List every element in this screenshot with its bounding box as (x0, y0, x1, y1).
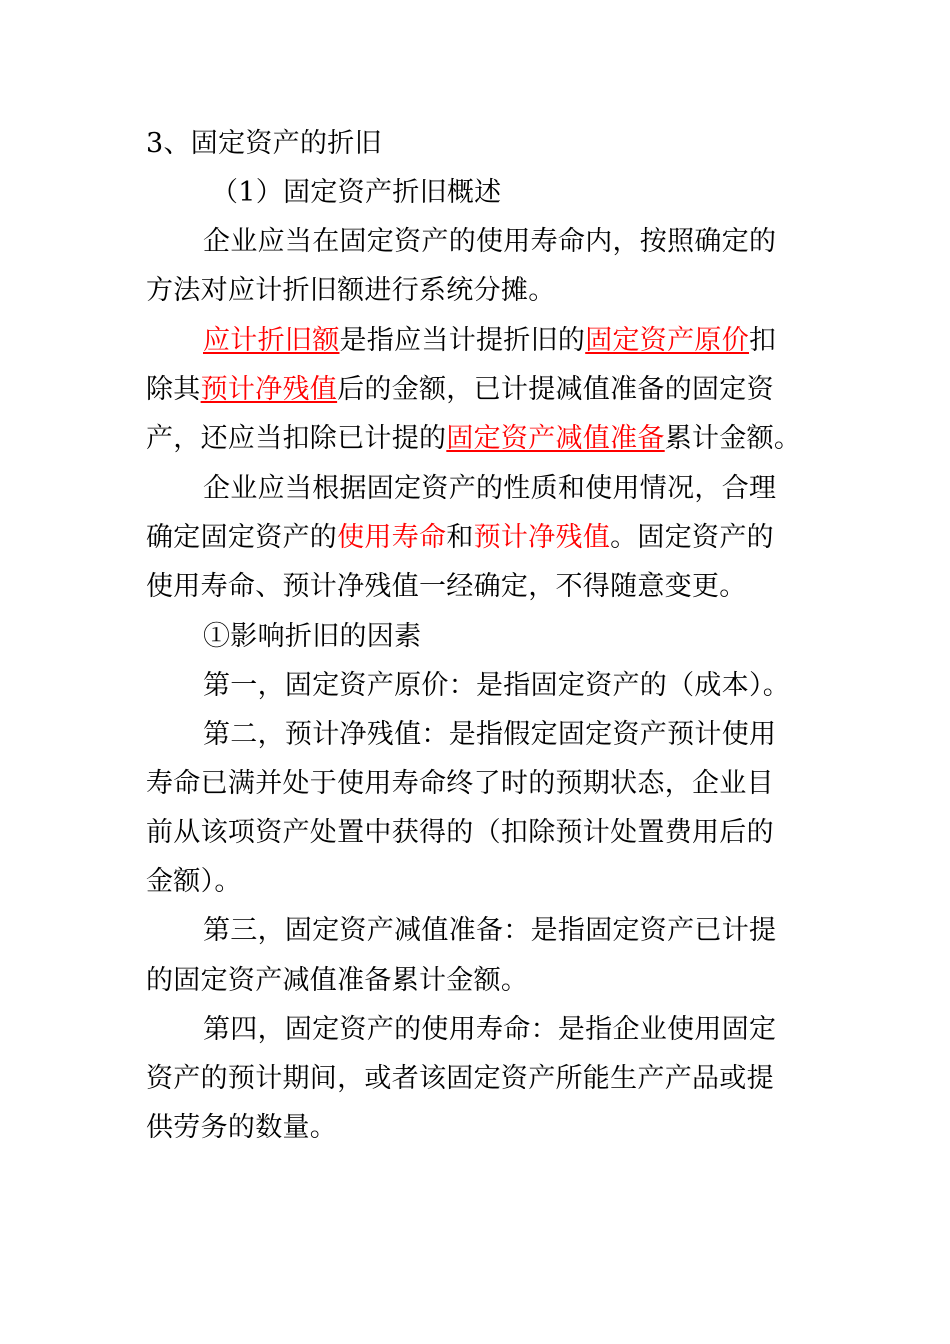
paragraph-text: 累计金额。 (664, 423, 802, 454)
paragraph-text: 。固定资产的 (610, 522, 774, 553)
factor-line: 资产的预计期间，或者该固定资产所能生产产品或提 (146, 1063, 774, 1094)
paragraph-line: 企业应当根据固定资产的性质和使用情况，合理 (203, 473, 777, 504)
paragraph-text: 扣 (749, 325, 777, 356)
factor-line: 供劳务的数量。 (146, 1112, 338, 1143)
subsection-heading: （1）固定资产折旧概述 (211, 177, 502, 208)
factor-line: 第一，固定资产原价：是指固定资产的（成本）。 (203, 670, 791, 701)
factors-heading: ①影响折旧的因素 (203, 621, 422, 652)
paragraph-line (146, 366, 774, 414)
paragraph-text: 是指应当计提折旧的 (339, 325, 586, 356)
paragraph-text: 产，还应当扣除已计提的 (146, 423, 447, 454)
term-net-residual-value-2: 预计净残值 (473, 522, 611, 553)
term-impairment-provision: 固定资产减值准备 (446, 423, 665, 454)
factor-line: 金额）。 (146, 866, 242, 897)
term-net-residual-value: 预计净残值 (200, 374, 338, 405)
factor-line: 寿命已满并处于使用寿命终了时的预期状态，企业目 (146, 768, 774, 799)
term-useful-life: 使用寿命 (337, 522, 447, 553)
paragraph-text: 后的金额，已计提减值准备的固定资 (337, 374, 774, 405)
paragraph-text: 和 (446, 522, 474, 553)
paragraph-line: 使用寿命、预计净残值一经确定，不得随意变更。 (146, 571, 747, 602)
factor-line: 前从该项资产处置中获得的（扣除预计处置费用后的 (146, 817, 774, 848)
paragraph-line (203, 317, 776, 365)
paragraph-line: 企业应当在固定资产的使用寿命内，按照确定的 (203, 226, 777, 257)
factor-line: 第二，预计净残值：是指假定固定资产预计使用 (203, 719, 777, 750)
section-heading: 3、固定资产的折旧 (146, 128, 382, 159)
paragraph-text: 确定固定资产的 (146, 522, 338, 553)
term-original-cost: 固定资产原价 (585, 325, 750, 356)
paragraph-line: 方法对应计折旧额进行系统分摊。 (146, 275, 556, 306)
factor-line: 的固定资产减值准备累计金额。 (146, 965, 529, 996)
paragraph-line (146, 514, 774, 562)
paragraph-text: 除其 (146, 374, 201, 405)
term-depreciable-amount: 应计折旧额 (203, 325, 340, 356)
paragraph-line (146, 415, 801, 463)
factor-line: 第四，固定资产的使用寿命：是指企业使用固定 (203, 1014, 777, 1045)
factor-line: 第三，固定资产减值准备：是指固定资产已计提 (203, 915, 777, 946)
